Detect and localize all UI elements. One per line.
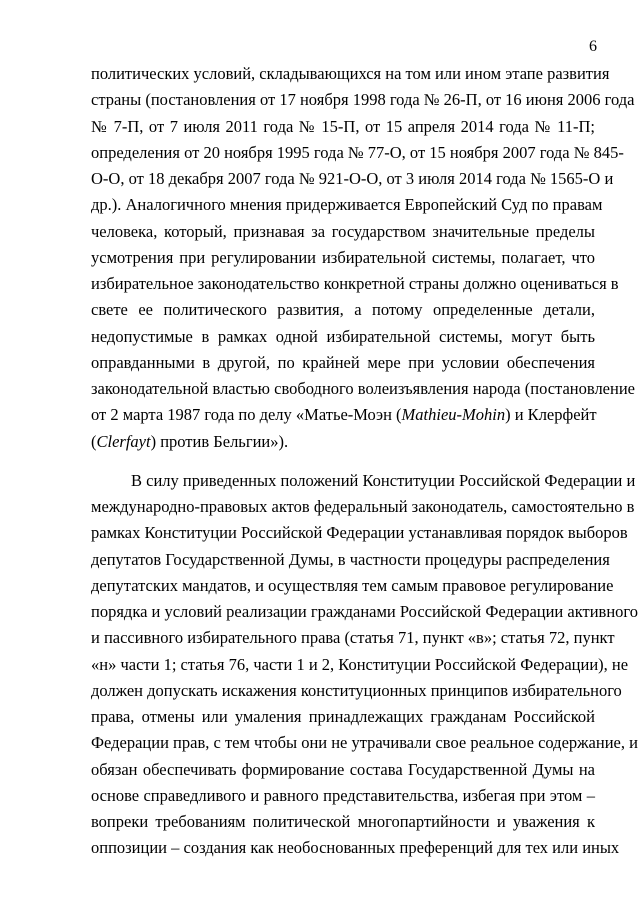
text-line: недопустимые в рамках одной избирательной системы, могут быть	[91, 326, 595, 346]
text-line	[91, 402, 595, 428]
text-line: должен допускать искажения конституционных принципов избирательного	[91, 680, 622, 700]
text-line: законодательной властью свободного волеизъявления народа (постановление	[91, 379, 635, 398]
text-fragment: от 2 марта 1987 года по делу «Матье-Моэн (	[91, 405, 402, 425]
text-line: оппозиции – создания как необоснованных преференций для тех или иных	[91, 838, 620, 858]
document-body	[91, 61, 639, 862]
text-line: др.). Аналогичного мнения придерживается Европейский Суд по правам	[91, 195, 603, 215]
text-line: депутатов Государственной Думы, в частности процедуры распределения	[91, 549, 610, 569]
italic-name: Clerfayt	[96, 431, 151, 451]
text-line: права, отмены или умаления принадлежащих гражданам Российской	[91, 707, 595, 726]
text-line: № 7-П, от 7 июля 2011 года № 15-П, от 15 апреля 2014 года № 11-П;	[91, 116, 595, 136]
text-fragment: ) и Клерфейт	[505, 405, 597, 425]
text-fragment: ) против Бельгии»).	[150, 431, 289, 451]
text-line: международно-правовых актов федеральный законодатель, самостоятельно в	[91, 497, 635, 516]
text-line: обязан обеспечивать формирование состава Государственной Думы на	[91, 759, 595, 779]
italic-name: Mathieu-Mohin	[401, 405, 506, 425]
paragraph-2	[91, 468, 639, 862]
paragraph-gap	[91, 455, 595, 468]
paragraph-1	[91, 61, 635, 455]
text-line: определения от 20 ноября 1995 года № 77-О, от 15 ноября 2007 года № 845-	[91, 142, 624, 162]
text-line: оправданными в другой, по крайней мере при условии обеспечения	[91, 352, 595, 372]
text-line: свете ее политического развития, а потому определенные детали,	[91, 300, 595, 320]
text-line: усмотрения при регулировании избирательной системы, полагает, что	[91, 247, 595, 267]
text-line: человека, который, признавая за государством значительные пределы	[91, 221, 595, 241]
page-number: 6	[589, 38, 597, 55]
text-line: депутатских мандатов, и осуществляя тем самым правовое регулирование	[91, 575, 614, 595]
text-line: порядка и условий реализации гражданами Российской Федерации активного	[91, 602, 639, 621]
text-fragment: (	[91, 431, 97, 451]
text-line: страны (постановления от 17 ноября 1998 года № 26-П, от 16 июня 2006 года	[91, 90, 635, 110]
text-line: рамках Конституции Российской Федерации устанавливая порядок выборов	[91, 523, 628, 543]
text-line: избирательное законодательство конкретной страны должно оцениваться в	[91, 274, 619, 293]
text-line: политических условий, складывающихся на том или ином этапе развития	[91, 64, 610, 83]
text-line: Федерации прав, с тем чтобы они не утрачивали свое реальное содержание, и	[91, 733, 638, 753]
text-line: О-О, от 18 декабря 2007 года № 921-О-О, от 3 июля 2014 года № 1565-О и	[91, 169, 614, 188]
text-line	[91, 429, 595, 455]
text-line: вопреки требованиям политической многопартийности и уважения к	[91, 812, 595, 831]
text-line: В силу приведенных положений Конституции Российской Федерации и	[131, 470, 636, 490]
text-line: и пассивного избирательного права (статья 71, пункт «в»; статья 72, пункт	[91, 628, 615, 648]
text-line: «н» части 1; статья 76, части 1 и 2, Конституции Российской Федерации), не	[91, 654, 629, 674]
text-line: основе справедливого и равного представительства, избегая при этом –	[91, 785, 595, 805]
